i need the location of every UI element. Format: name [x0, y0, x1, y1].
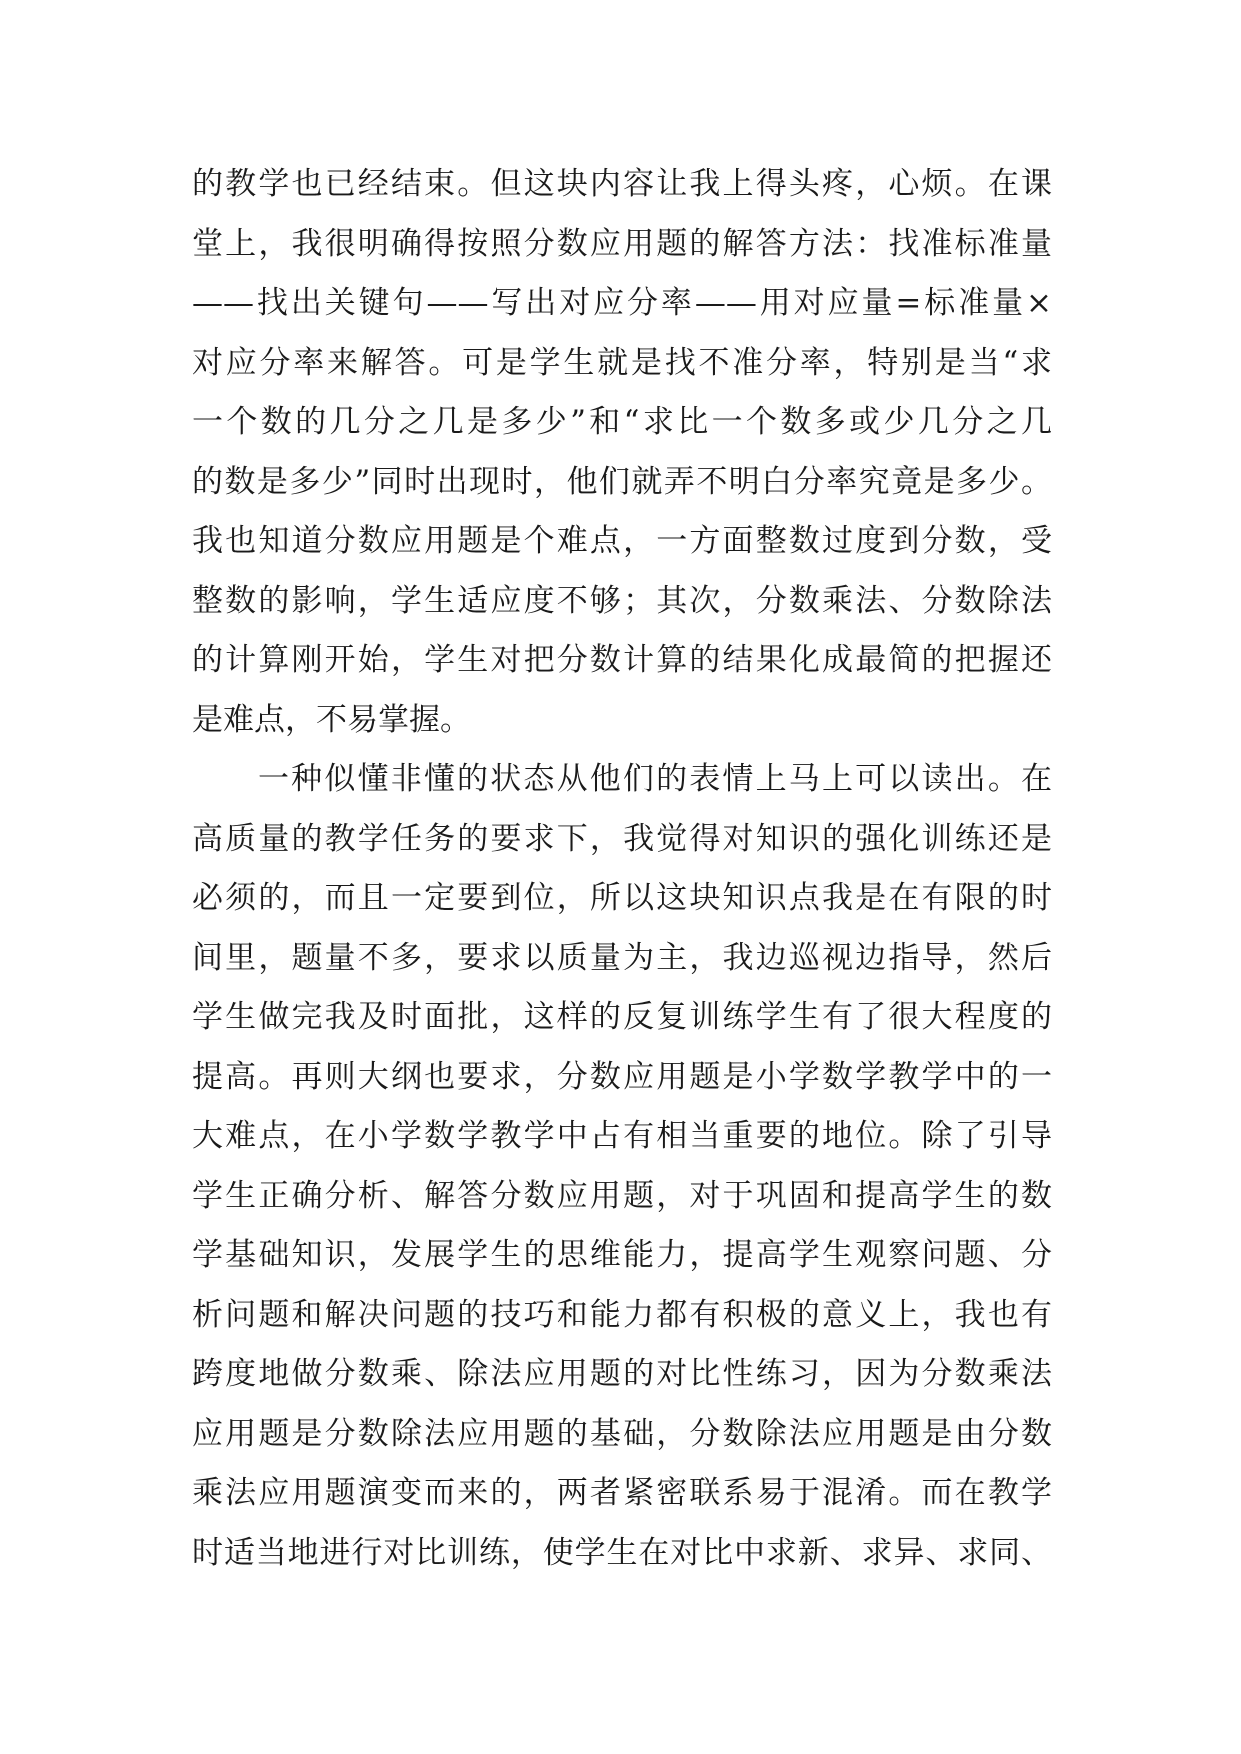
- text-line: 乘法应用题演变而来的，两者紧密联系易于混淆。而在教学: [192, 1475, 1052, 1511]
- body-text: [192, 155, 1052, 1583]
- text-line: 析问题和解决问题的技巧和能力都有积极的意义上，我也有: [192, 1296, 1052, 1333]
- paragraph-2: [192, 750, 1052, 1583]
- text-line: 必须的，而且一定要到位，所以这块知识点我是在有限的时: [192, 880, 1052, 916]
- text-line: 间里，题量不多，要求以质量为主，我边巡视边指导，然后: [192, 939, 1052, 976]
- text-line: 的教学也已经结束。但这块内容让我上得头疼，心烦。在课: [192, 166, 1052, 202]
- text-line: 的计算刚开始，学生对把分数计算的结果化成最简的把握还: [192, 642, 1052, 678]
- text-line: 的数是多少”同时出现时，他们就弄不明白分率究竟是多少。: [192, 463, 1052, 500]
- text-line: 提高。再则大纲也要求，分数应用题是小学数学教学中的一: [192, 1058, 1052, 1095]
- text-line: 一个数的几分之几是多少”和“求比一个数多或少几分之几: [192, 404, 1052, 440]
- text-line: 高质量的教学任务的要求下，我觉得对知识的强化训练还是: [192, 820, 1052, 857]
- text-line: 整数的影响，学生适应度不够；其次，分数乘法、分数除法: [192, 582, 1052, 619]
- text-line: 时适当地进行对比训练，使学生在对比中求新、求异、求同、: [192, 1534, 1052, 1571]
- text-line: 是难点，不易掌握。: [192, 701, 471, 738]
- text-line: 学生做完我及时面批，这样的反复训练学生有了很大程度的: [192, 999, 1052, 1035]
- text-line: 对应分率来解答。可是学生就是找不准分率，特别是当“求: [192, 344, 1052, 381]
- text-line: 一种似懂非懂的状态从他们的表情上马上可以读出。在: [258, 761, 1052, 797]
- text-line: 学基础知识，发展学生的思维能力，提高学生观察问题、分: [192, 1237, 1052, 1273]
- text-line: 跨度地做分数乘、除法应用题的对比性练习，因为分数乘法: [192, 1356, 1052, 1392]
- text-line: ——找出关键句——写出对应分率——用对应量=标准量×: [192, 285, 1052, 321]
- text-line: 堂上，我很明确得按照分数应用题的解答方法：找准标准量: [192, 225, 1052, 262]
- text-line: 应用题是分数除法应用题的基础，分数除法应用题是由分数: [192, 1415, 1052, 1452]
- paragraph-1: [192, 155, 1052, 750]
- text-line: 学生正确分析、解答分数应用题，对于巩固和提高学生的数: [192, 1177, 1052, 1214]
- text-line: 我也知道分数应用题是个难点，一方面整数过度到分数，受: [192, 523, 1052, 559]
- text-line: 大难点，在小学数学教学中占有相当重要的地位。除了引导: [192, 1118, 1052, 1154]
